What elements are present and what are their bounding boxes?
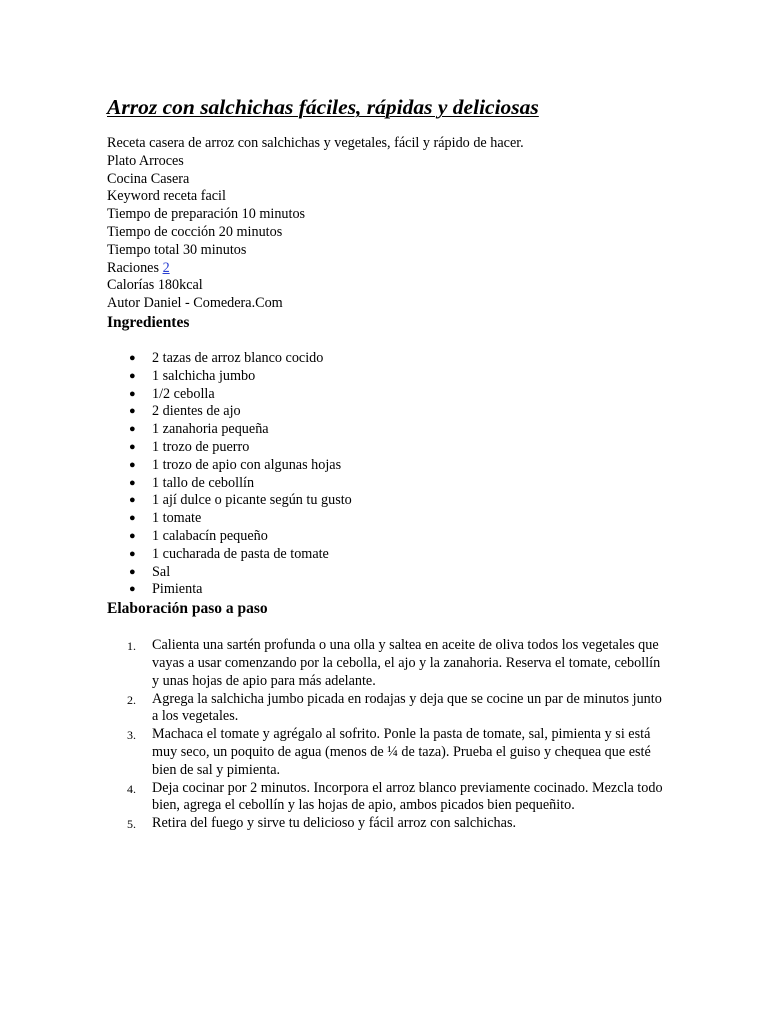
bullet-icon: ● bbox=[129, 512, 136, 525]
ingredient-text: 1 tallo de cebollín bbox=[152, 474, 255, 491]
bullet-icon: ● bbox=[129, 351, 136, 364]
ingredient-text: 1 cucharada de pasta de tomate bbox=[152, 545, 329, 562]
ingredient-item bbox=[107, 457, 667, 475]
recipe-cook-time: Tiempo de cocción 20 minutos bbox=[107, 223, 283, 240]
bullet-icon: ● bbox=[129, 387, 136, 400]
ingredient-text: 1 calabacín pequeño bbox=[152, 527, 268, 544]
ingredient-text: 1 tomate bbox=[152, 510, 202, 527]
step-item bbox=[107, 815, 667, 833]
step-number: 3. bbox=[127, 728, 136, 743]
ingredient-item bbox=[107, 403, 667, 421]
recipe-prep-time: Tiempo de preparación 10 minutos bbox=[107, 206, 306, 223]
ingredient-item bbox=[107, 386, 667, 404]
steps-heading: Elaboración paso a paso bbox=[107, 600, 268, 618]
ingredient-text: 1 zanahoria pequeña bbox=[152, 421, 269, 438]
ingredients-heading: Ingredientes bbox=[107, 313, 190, 331]
recipe-calories: Calorías 180kcal bbox=[107, 277, 203, 294]
step-text: Calienta una sartén profunda o una olla y saltea en aceite de oliva todos los vegetales que vayas a usar comenzando por la cebolla, el ajo y la zanahoria. Reserva el tomate, cebollín y unas hojas de apio para más adelante. bbox=[152, 637, 661, 689]
bullet-icon: ● bbox=[129, 494, 136, 507]
ingredient-text: 1 trozo de puerro bbox=[152, 438, 250, 455]
ingredient-text: 1 trozo de apio con algunas hojas bbox=[152, 456, 342, 473]
ingredient-item bbox=[107, 564, 667, 582]
step-item bbox=[107, 637, 667, 690]
servings-link[interactable]: 2 bbox=[162, 259, 170, 276]
steps-list bbox=[107, 637, 667, 833]
bullet-icon: ● bbox=[129, 369, 136, 382]
ingredient-item bbox=[107, 528, 667, 546]
ingredient-item bbox=[107, 368, 667, 386]
step-number: 1. bbox=[127, 639, 136, 654]
step-number: 4. bbox=[127, 781, 136, 796]
step-text: Machaca el tomate y agrégalo al sofrito. Ponle la pasta de tomate, sal, pimienta y si está muy seco, un poquito de agua (menos de ¼ de taza). Prueba el guiso y chequea que esté bien de sal y pimienta. bbox=[152, 726, 651, 778]
recipe-meta bbox=[107, 135, 667, 313]
step-text: Retira del fuego y sirve tu delicioso y fácil arroz con salchichas. bbox=[152, 815, 517, 832]
ingredient-item bbox=[107, 475, 667, 493]
ingredient-text: Pimienta bbox=[152, 581, 203, 598]
recipe-document bbox=[107, 94, 667, 833]
step-number: 2. bbox=[127, 692, 136, 707]
step-text: Deja cocinar por 2 minutos. Incorpora el arroz blanco previamente cocinado. Mezcla todo bien, agrega el cebollín y las hojas de apio, ambos picados bien pequeñito. bbox=[152, 779, 663, 814]
bullet-icon: ● bbox=[129, 565, 136, 578]
ingredient-text: 1 salchicha jumbo bbox=[152, 367, 256, 384]
step-item bbox=[107, 691, 667, 727]
recipe-servings bbox=[107, 260, 667, 278]
ingredient-text: Sal bbox=[152, 563, 171, 580]
ingredient-item bbox=[107, 581, 667, 599]
step-item bbox=[107, 726, 667, 779]
ingredient-item bbox=[107, 492, 667, 510]
bullet-icon: ● bbox=[129, 405, 136, 418]
recipe-course: Plato Arroces bbox=[107, 152, 184, 169]
bullet-icon: ● bbox=[129, 423, 136, 436]
recipe-title: Arroz con salchichas fáciles, rápidas y deliciosas bbox=[107, 95, 539, 119]
recipe-keyword: Keyword receta facil bbox=[107, 188, 226, 205]
recipe-cuisine: Cocina Casera bbox=[107, 170, 190, 187]
ingredient-text: 2 tazas de arroz blanco cocido bbox=[152, 349, 324, 366]
ingredient-item bbox=[107, 546, 667, 564]
ingredient-item bbox=[107, 350, 667, 368]
bullet-icon: ● bbox=[129, 529, 136, 542]
bullet-icon: ● bbox=[129, 583, 136, 596]
ingredient-text: 1 ají dulce o picante según tu gusto bbox=[152, 492, 352, 509]
ingredient-item bbox=[107, 439, 667, 457]
bullet-icon: ● bbox=[129, 458, 136, 471]
bullet-icon: ● bbox=[129, 476, 136, 489]
step-text: Agrega la salchicha jumbo picada en rodajas y deja que se cocine un par de minutos junto a los vegetales. bbox=[152, 690, 662, 725]
bullet-icon: ● bbox=[129, 440, 136, 453]
ingredients-list bbox=[107, 350, 667, 599]
recipe-author: Autor Daniel - Comedera.Com bbox=[107, 295, 283, 312]
bullet-icon: ● bbox=[129, 547, 136, 560]
servings-label: Raciones bbox=[107, 259, 160, 276]
ingredient-text: 1/2 cebolla bbox=[152, 385, 215, 402]
recipe-description: Receta casera de arroz con salchichas y vegetales, fácil y rápido de hacer. bbox=[107, 135, 524, 151]
ingredient-item bbox=[107, 510, 667, 528]
step-item bbox=[107, 780, 667, 816]
ingredient-text: 2 dientes de ajo bbox=[152, 403, 241, 420]
step-number: 5. bbox=[127, 817, 136, 832]
recipe-total-time: Tiempo total 30 minutos bbox=[107, 241, 247, 258]
ingredient-item bbox=[107, 421, 667, 439]
